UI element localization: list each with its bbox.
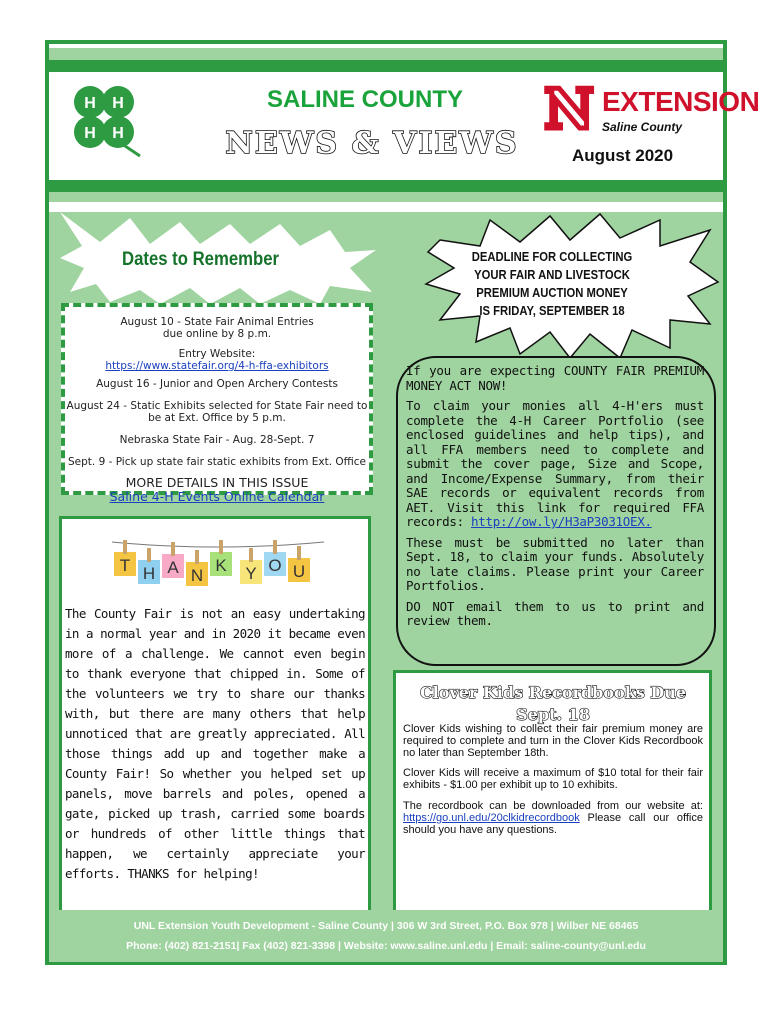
- thank-you-letter: T: [119, 556, 131, 575]
- clover-paragraph: Clover Kids wishing to collect their fair premium money are required to complete and turn in the Clover Kids Recordbook no later than September 18th.: [403, 723, 703, 759]
- date-item-detail: be at Ext. Office by 5 p.m.: [148, 412, 286, 424]
- clover-paragraph: [403, 801, 703, 836]
- nebraska-n-logo: [540, 82, 598, 134]
- county-title: SALINE COUNTY: [266, 86, 463, 113]
- clothespin: [147, 548, 151, 562]
- clover-kids-title: [400, 682, 706, 726]
- deadline-line: YOUR FAIR AND LIVESTOCK: [474, 268, 630, 282]
- footer-contact: Phone: (402) 821-2151| Fax (402) 821-3398 | Website: www.saline.unl.edu | Email: saline-county@unl.edu: [126, 940, 646, 952]
- top-bar: [49, 60, 723, 72]
- entry-website-prefix[interactable]: https://: [105, 360, 144, 372]
- clover-letter: H: [84, 95, 96, 112]
- clothespin: [273, 540, 277, 554]
- newsletter-title: NEWS & VIEWS: [225, 126, 519, 161]
- thank-you-letter: U: [292, 562, 306, 581]
- clover-download-text: The recordbook can be downloaded from our website at:: [403, 799, 703, 812]
- premium-text: [406, 364, 704, 635]
- dates-box: [61, 303, 373, 504]
- date-item-detail: due online by 8 p.m.: [162, 328, 272, 340]
- thank-you-letter: K: [215, 556, 227, 575]
- footer: [49, 910, 723, 962]
- thank-you-image: [112, 530, 324, 602]
- premium-instructions: [406, 399, 704, 530]
- thank-you-letter: O: [268, 556, 282, 575]
- date-item: August 10 - State Fair Animal Entries: [120, 316, 314, 328]
- date-item: Sept. 9 - Pick up state fair static exhibits from Ext. Office: [67, 456, 367, 468]
- ffa-records-link[interactable]: http://ow.ly/H3aP3031OEX.: [471, 514, 652, 529]
- date-item: August 16 - Junior and Open Archery Contests: [96, 378, 338, 390]
- premium-alert: If you are expecting COUNTY FAIR PREMIUM MONEY ACT NOW!: [406, 363, 704, 393]
- clothespin: [219, 540, 223, 554]
- thank-you-letter: N: [190, 566, 204, 585]
- thank-you-text: The County Fair is not an easy undertaking in a normal year and in 2020 it became even more of a challenge. We cannot even begin to thank everyone that chipped in. Some of the volunteers we try to share our thanks with, but there are many others that help unnoticed that are greatly appreciated. All those things add up and together make a County Fair! So whether you helped set up panels, move barrels and poles, opened a gate, picked up trash, carried some boards or hundreds of other little things that happen, we certainly appreciate your efforts. THANKS for helping!: [65, 606, 365, 881]
- clothesline: [112, 542, 324, 547]
- deadline-line: DEADLINE FOR COLLECTING: [471, 250, 633, 264]
- n-letter: N: [544, 82, 594, 134]
- entry-website-line: [65, 360, 369, 372]
- date-item: Entry Website:: [178, 348, 256, 360]
- entry-website-link[interactable]: www.statefair.org/4-h-ffa-exhibitors: [143, 360, 329, 372]
- calendar-link[interactable]: Saline 4-H Events Online Calendar: [109, 489, 325, 504]
- clover-letter: H: [84, 125, 96, 142]
- thank-you-letter: A: [167, 558, 179, 577]
- clover-title-line: Clover Kids Recordbooks Due: [419, 683, 687, 702]
- extension-subtitle: Saline County: [602, 120, 683, 134]
- issue-date: August 2020: [572, 146, 674, 165]
- mid-bar-light: [49, 192, 723, 202]
- clover-call-text: Please call our office should you have any questions.: [403, 811, 703, 836]
- thank-you-letter: Y: [245, 564, 257, 583]
- deadline-notice: [471, 248, 633, 320]
- extension-word: EXTENSION: [602, 86, 760, 117]
- footer-address: UNL Extension Youth Development - Saline County | 306 W 3rd Street, P.O. Box 978 | Wilber NE 68465: [133, 920, 639, 932]
- clover-letter: H: [112, 125, 124, 142]
- more-details: MORE DETAILS IN THIS ISSUE: [125, 475, 309, 490]
- clothespin: [123, 540, 127, 554]
- clothespin: [195, 550, 199, 564]
- top-bar-light: [49, 48, 723, 60]
- clothespin: [171, 542, 175, 556]
- premium-deadline: These must be submitted no later than Sept. 18, to claim your funds. Absolutely no late claims. Please print your Career Portfolios.: [406, 534, 704, 593]
- clover-kids-text: [403, 724, 703, 845]
- premium-instructions-text: To claim your monies all 4-H'ers must complete the 4-H Career Portfolio (see enclosed guidelines and help tips), and all FFA members need to complete and submit the cover page, Size and Scope, and Income/Expense Summary, from their SAE records or equivalent records from AET. Visit this link for required FFA records:: [406, 398, 704, 529]
- thank-you-letter: H: [142, 564, 156, 583]
- clothespin: [249, 548, 253, 562]
- clover-paragraph: Clover Kids will receive a maximum of $10 total for their fair exhibits - $1.00 per exhibit up to 10 exhibits.: [403, 767, 703, 792]
- dates-heading: Dates to Remember: [122, 249, 280, 270]
- premium-warning: DO NOT email them to us to print and review them.: [406, 598, 704, 628]
- deadline-line: IS FRIDAY, SEPTEMBER 18: [479, 304, 625, 318]
- recordbook-link[interactable]: https://go.unl.edu/20clkidrecordbook: [403, 811, 580, 824]
- clover-letter: H: [112, 95, 124, 112]
- date-item: Nebraska State Fair - Aug. 28-Sept. 7: [119, 434, 315, 446]
- clothespin: [297, 546, 301, 560]
- mid-bar: [49, 180, 723, 192]
- clover-title-line: Sept. 18: [516, 705, 590, 724]
- 4h-clover-logo: [64, 78, 144, 158]
- date-item: August 24 - Static Exhibits selected for State Fair need to: [66, 400, 368, 412]
- deadline-line: PREMIUM AUCTION MONEY: [476, 286, 628, 300]
